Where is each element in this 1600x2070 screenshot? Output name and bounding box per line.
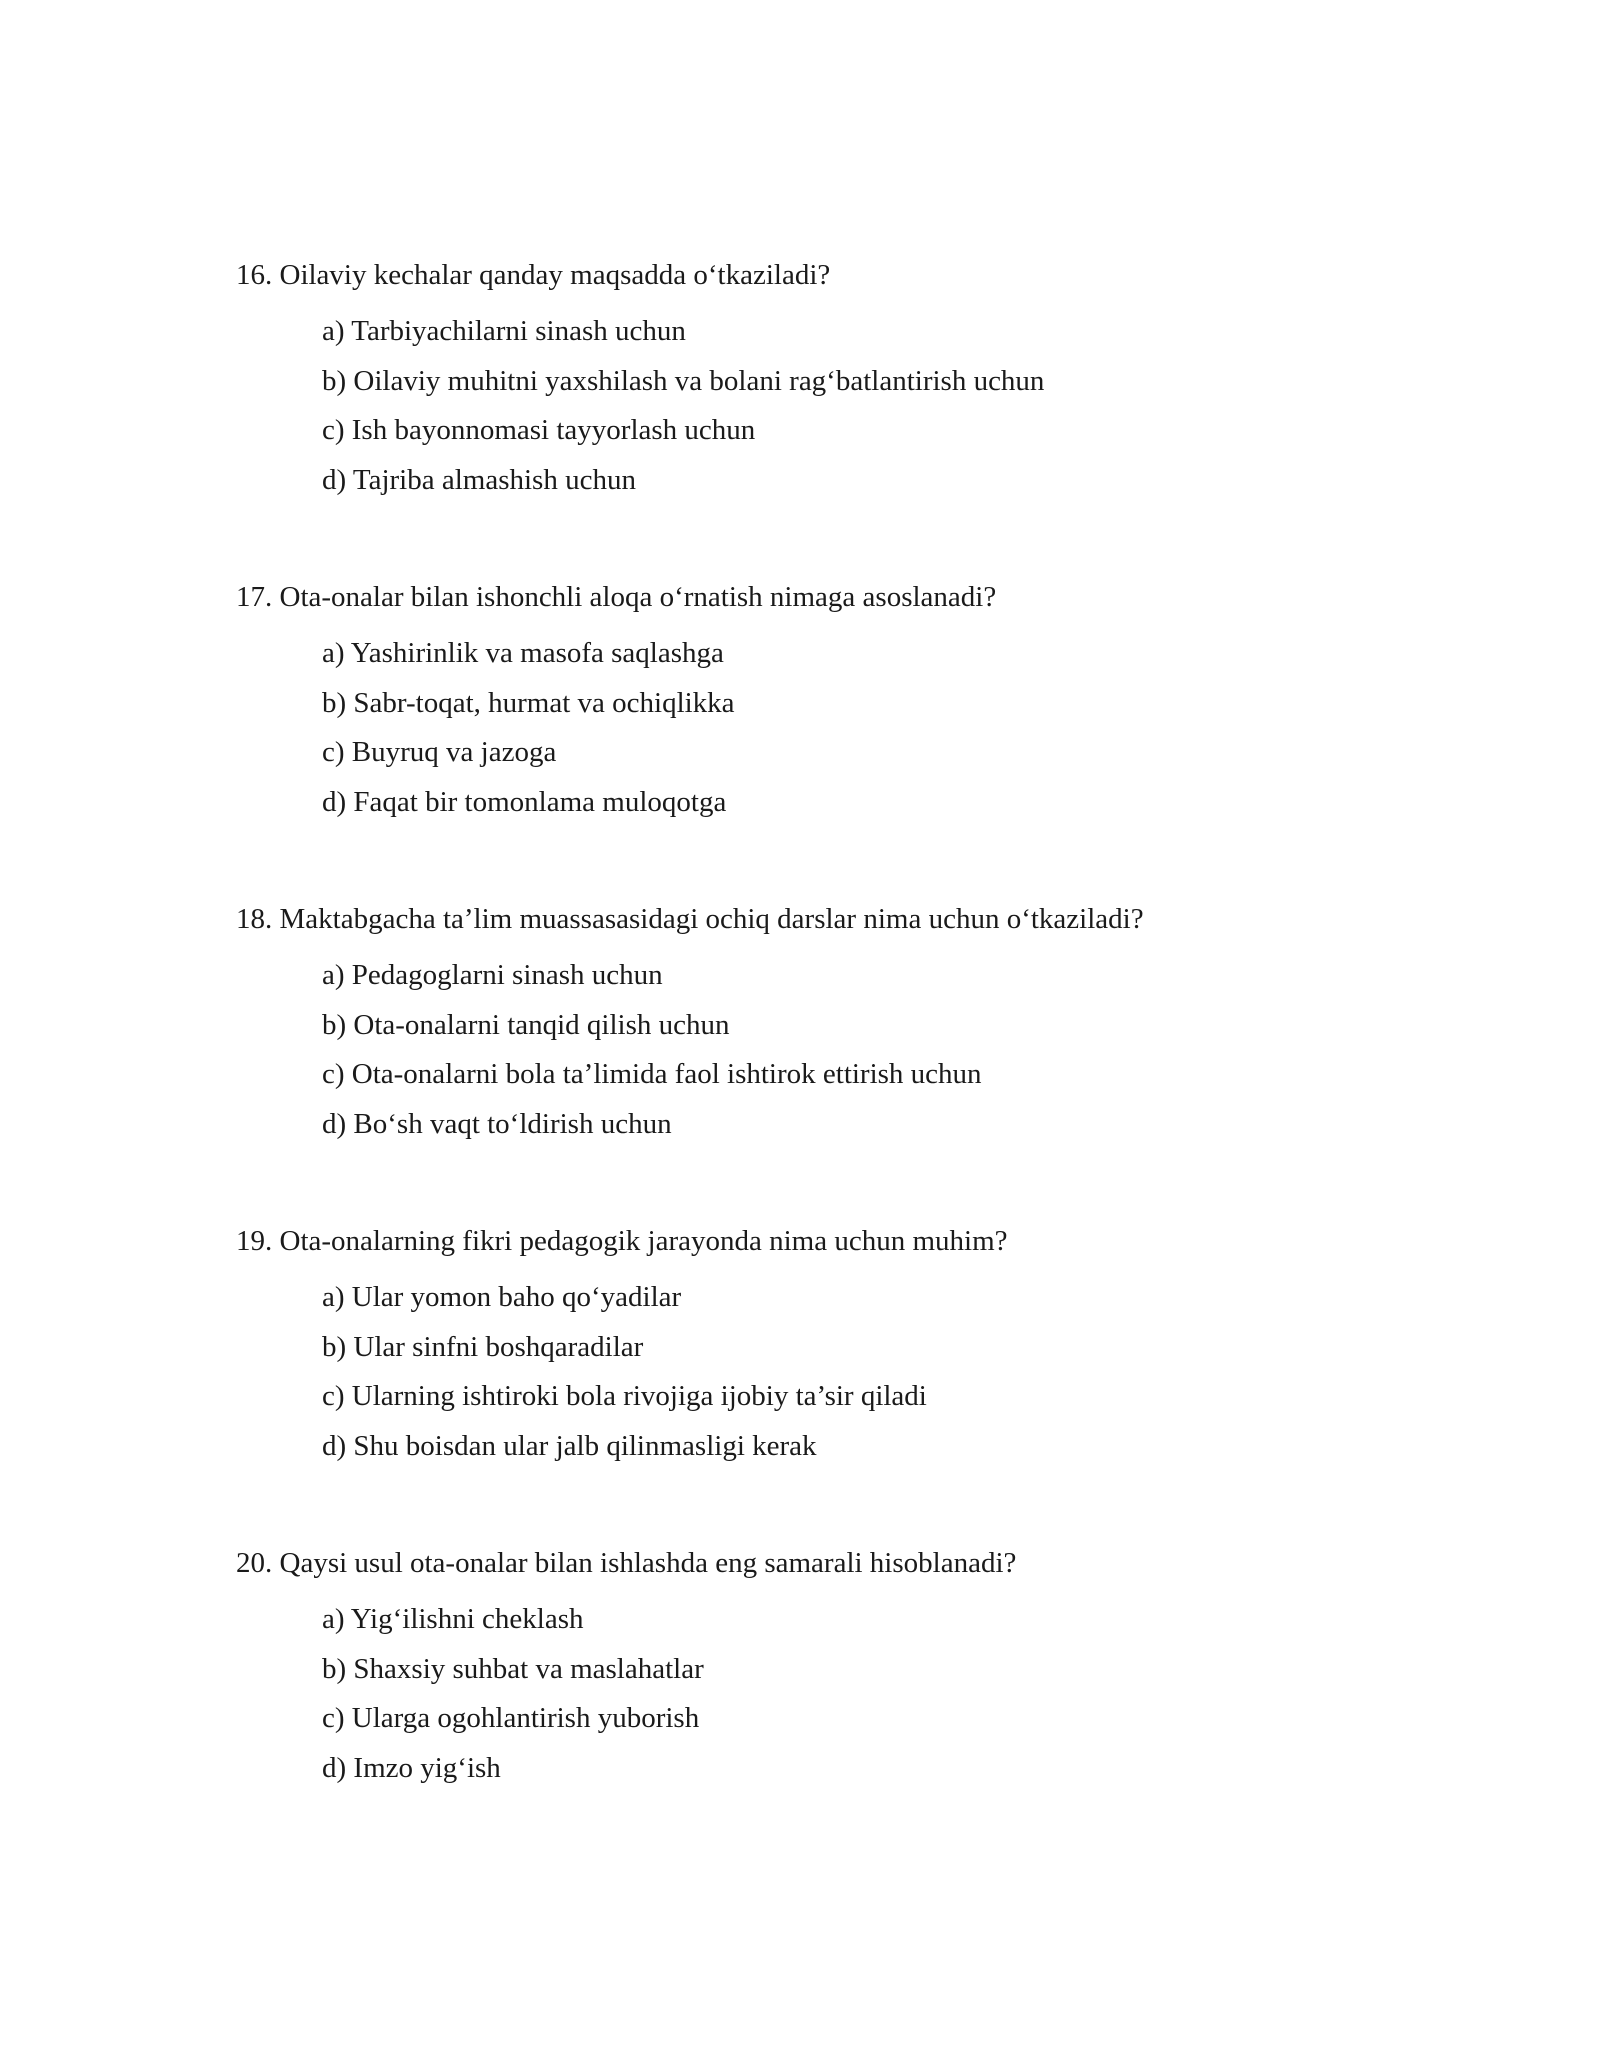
option-d: d) Faqat bir tomonlama muloqotga — [322, 785, 727, 818]
question-text: 17. Ota-onalar bilan ishonchli aloqa o‘rnatish nimaga asoslanadi? — [236, 581, 997, 613]
option-a: a) Tarbiyachilarni sinash uchun — [322, 315, 686, 347]
answer-options — [236, 314, 1436, 512]
answer-options — [236, 958, 1436, 1156]
question-19 — [236, 1224, 1436, 1478]
question-17 — [236, 580, 1436, 834]
option-d: d) Imzo yig‘ish — [322, 1751, 501, 1784]
option-b: b) Sabr-toqat, hurmat va ochiqlikka — [322, 686, 735, 719]
option-b: b) Shaxsiy suhbat va maslahatlar — [322, 1652, 704, 1685]
question-18 — [236, 902, 1436, 1156]
option-d: d) Tajriba almashish uchun — [322, 463, 636, 496]
question-text: 16. Oilaviy kechalar qanday maqsadda o‘tkaziladi? — [236, 259, 831, 291]
answer-options — [236, 1602, 1436, 1800]
option-c: c) Buyruq va jazoga — [322, 736, 557, 768]
option-d: d) Bo‘sh vaqt to‘ldirish uchun — [322, 1107, 672, 1140]
answer-options — [236, 1280, 1436, 1478]
option-c: c) Ularning ishtiroki bola rivojiga ijobiy ta’sir qiladi — [322, 1380, 927, 1412]
option-c: c) Ota-onalarni bola ta’limida faol ishtirok ettirish uchun — [322, 1058, 982, 1090]
question-20 — [236, 1546, 1436, 1800]
option-c: c) Ularga ogohlantirish yuborish — [322, 1702, 700, 1734]
question-text: 19. Ota-onalarning fikri pedagogik jarayonda nima uchun muhim? — [236, 1225, 1008, 1257]
option-b: b) Oilaviy muhitni yaxshilash va bolani rag‘batlantirish uchun — [322, 364, 1045, 397]
option-b: b) Ota-onalarni tanqid qilish uchun — [322, 1008, 730, 1041]
option-d: d) Shu boisdan ular jalb qilinmasligi kerak — [322, 1429, 817, 1462]
question-text: 18. Maktabgacha ta’lim muassasasidagi ochiq darslar nima uchun o‘tkaziladi? — [236, 903, 1144, 935]
question-text: 20. Qaysi usul ota-onalar bilan ishlashda eng samarali hisoblanadi? — [236, 1547, 1017, 1579]
option-a: a) Yig‘ilishni cheklash — [322, 1603, 584, 1635]
option-b: b) Ular sinfni boshqaradilar — [322, 1330, 644, 1363]
option-c: c) Ish bayonnomasi tayyorlash uchun — [322, 414, 756, 446]
question-16 — [236, 258, 1436, 512]
option-a: a) Ular yomon baho qo‘yadilar — [322, 1281, 682, 1313]
answer-options — [236, 636, 1436, 834]
option-a: a) Yashirinlik va masofa saqlashga — [322, 637, 724, 669]
option-a: a) Pedagoglarni sinash uchun — [322, 959, 663, 991]
